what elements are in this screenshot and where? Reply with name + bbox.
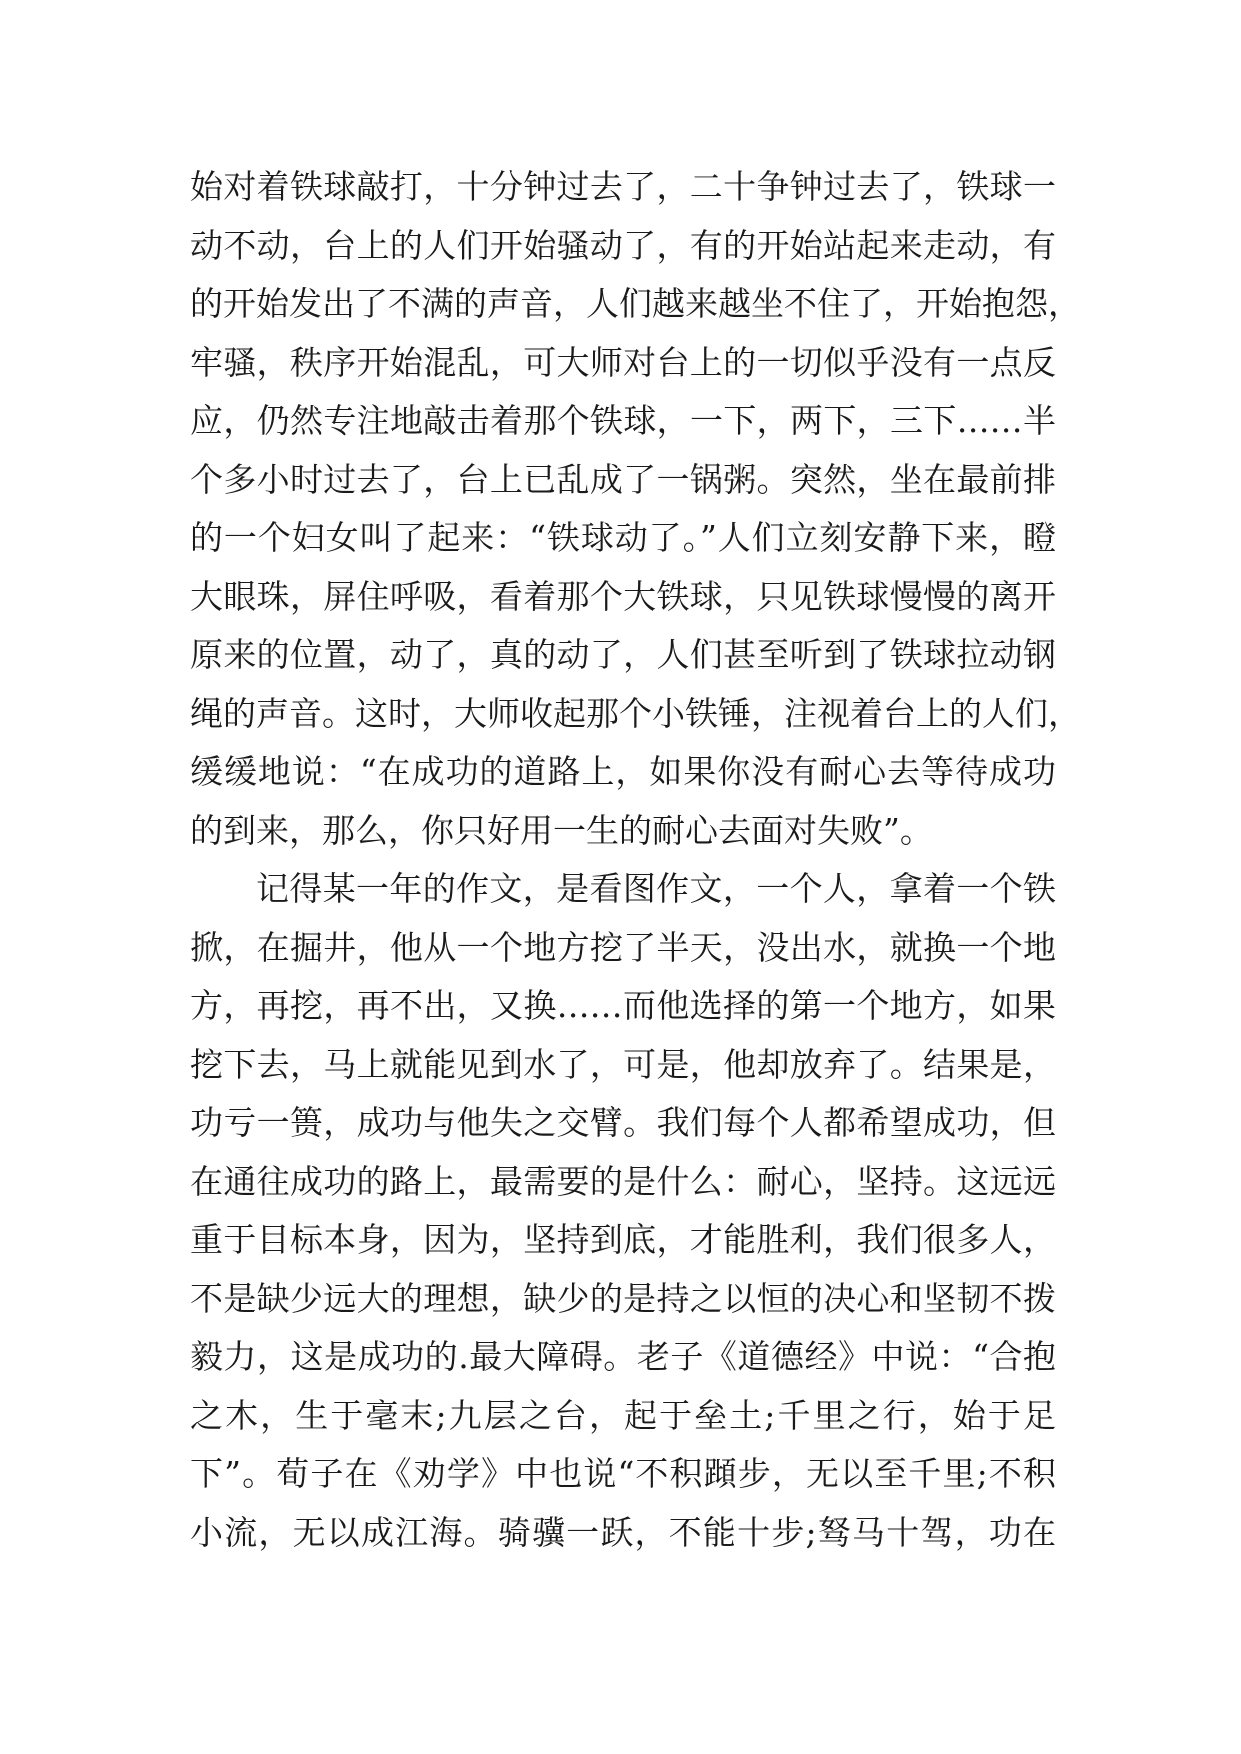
text-line: 掀，在掘井，他从一个地方挖了半天，没出水，就换一个地 xyxy=(190,927,1056,967)
text-line: 始对着铁球敲打，十分钟过去了，二十争钟过去了，铁球一 xyxy=(190,167,1056,206)
text-line: 绳的声音。这时，大师收起那个小铁锤，注视着台上的人们， xyxy=(190,693,1081,733)
text-line: 大眼珠，屏住呼吸，看着那个大铁球，只见铁球慢慢的离开 xyxy=(190,576,1056,616)
text-line: 的到来，那么，你只好用一生的耐心去面对失败”。 xyxy=(190,810,933,850)
text-line: 小流，无以成江海。骑骥一跃，不能十步;驽马十驾，功在 xyxy=(190,1512,1056,1552)
text-line: 个多小时过去了，台上已乱成了一锅粥。突然，坐在最前排 xyxy=(190,459,1056,499)
text-line: 应，仍然专注地敲击着那个铁球，一下，两下，三下……半 xyxy=(190,401,1056,440)
text-line: 下”。荀子在《劝学》中也说“不积蹞步，无以至千里;不积 xyxy=(190,1454,1056,1493)
text-line: 在通往成功的路上，最需要的是什么：耐心，坚持。这远远 xyxy=(190,1161,1056,1201)
text-line: 挖下去，马上就能见到水了，可是，他却放弃了。结果是， xyxy=(190,1044,1056,1084)
text-line: 记得某一年的作文，是看图作文，一个人，拿着一个铁 xyxy=(256,869,1056,908)
text-line: 的一个妇女叫了起来：“铁球动了。”人们立刻安静下来，瞪 xyxy=(190,518,1056,557)
text-line: 的开始发出了不满的声音，人们越来越坐不住了，开始抱怨， xyxy=(190,284,1081,323)
text-line: 动不动，台上的人们开始骚动了，有的开始站起来走动，有 xyxy=(190,225,1056,265)
text-line: 毅力，这是成功的.最大障碍。老子《道德经》中说：“合抱 xyxy=(190,1337,1056,1376)
text-line: 缓缓地说：“在成功的道路上，如果你没有耐心去等待成功 xyxy=(190,752,1056,791)
text-line: 不是缺少远大的理想，缺少的是持之以恒的决心和坚韧不拨 xyxy=(190,1278,1056,1318)
text-line: 重于目标本身，因为，坚持到底，才能胜利，我们很多人， xyxy=(190,1220,1056,1259)
paragraph-1 xyxy=(190,158,1081,860)
text-line: 方，再挖，再不出，又换……而他选择的第一个地方，如果 xyxy=(190,986,1056,1025)
body-text xyxy=(190,158,1081,1562)
text-line: 原来的位置，动了，真的动了，人们甚至听到了铁球拉动钢 xyxy=(190,635,1056,674)
text-line: 牢骚，秩序开始混乱，可大师对台上的一切似乎没有一点反 xyxy=(190,342,1056,382)
paragraph-2 xyxy=(190,860,1056,1562)
text-line: 之木，生于毫末;九层之台，起于垒土;千里之行，始于足 xyxy=(190,1395,1056,1435)
text-line: 功亏一篑，成功与他失之交臂。我们每个人都希望成功，但 xyxy=(190,1103,1056,1142)
